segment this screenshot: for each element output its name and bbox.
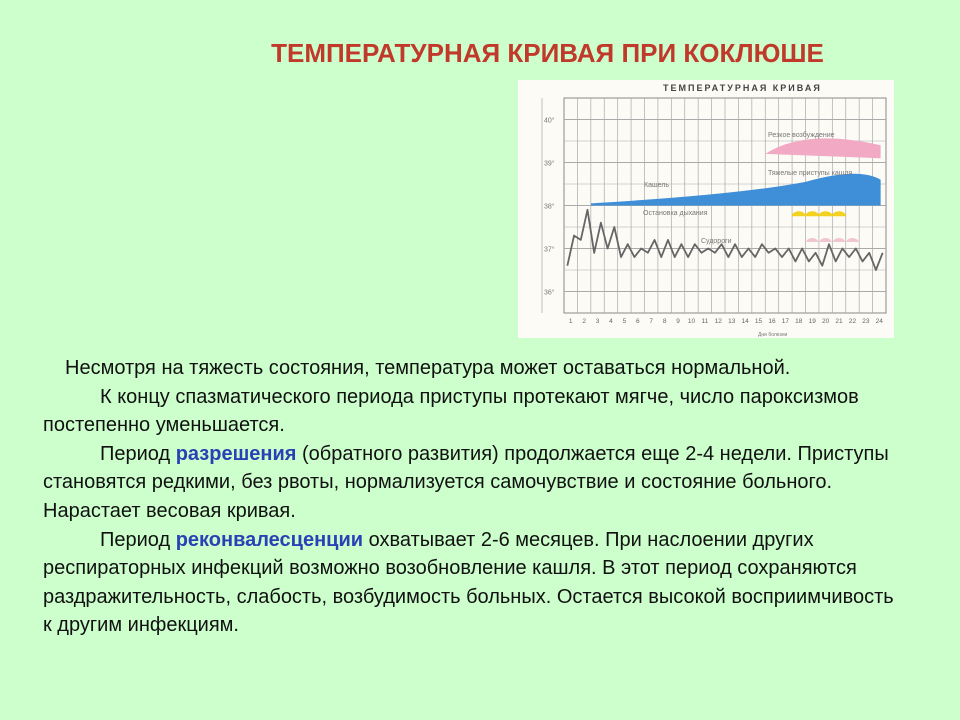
x-tick-label: 22 xyxy=(848,318,857,325)
x-tick-label: 21 xyxy=(835,318,843,325)
paragraph-2: К концу спазматического периода приступы протекают мягче, число пароксизмов постепенно уменьшается. xyxy=(43,385,859,437)
x-tick-label: 14 xyxy=(741,318,749,325)
paragraph-4-rest: охватывает 2-6 месяцев. При наслоении других респираторных инфекций возможно возобновление кашля. В этот период сохраняются раздражительность, слабость, возбудимость больных. Остается высокой восприимчивость к другим инфекциям. xyxy=(43,528,894,637)
x-tick-label: 15 xyxy=(754,318,763,325)
x-tick-label: 4 xyxy=(609,318,613,325)
x-tick-label: 12 xyxy=(714,318,722,325)
x-tick-label: 3 xyxy=(595,318,600,325)
apnea-mark xyxy=(832,211,846,216)
y-tick-label: 40° xyxy=(544,117,555,125)
highlight-convalescence: реконвалесценции xyxy=(175,528,364,551)
apnea-mark xyxy=(792,211,806,216)
y-tick-label: 36° xyxy=(544,289,555,297)
x-tick-label: 5 xyxy=(622,318,627,325)
seizure-mark xyxy=(846,238,858,242)
x-tick-label: 2 xyxy=(582,318,586,325)
seizure-mark xyxy=(820,238,832,242)
x-tick-label: 9 xyxy=(676,318,680,325)
x-tick-label: 8 xyxy=(662,318,667,325)
y-tick-label: 38° xyxy=(544,203,555,211)
excitation-band xyxy=(765,138,880,158)
label-excitation: Резкое возбуждение xyxy=(768,132,835,139)
y-tick-label: 39° xyxy=(544,160,555,168)
paragraph-1: Несмотря на тяжесть состояния, температура может оставаться нормальной. xyxy=(65,357,791,379)
temperature-chart xyxy=(518,80,894,338)
label-seizures: Судороги xyxy=(701,238,732,245)
x-tick-label: 1 xyxy=(568,318,573,325)
seizure-mark xyxy=(806,238,818,242)
y-tick-label: 37° xyxy=(544,246,555,254)
temperature-chart-figure xyxy=(518,80,894,338)
paragraph-3-start: Период xyxy=(100,442,176,465)
seizure-mark xyxy=(833,238,845,242)
paragraph-4 xyxy=(43,526,903,640)
label-attacks: Тяжелые приступы кашля xyxy=(768,170,853,177)
x-tick-label: 7 xyxy=(649,318,654,325)
x-tick-label: 11 xyxy=(701,318,709,325)
highlight-resolution: разрешения xyxy=(175,442,297,465)
x-tick-label: 10 xyxy=(687,318,696,325)
x-tick-label: 23 xyxy=(862,318,870,325)
paragraph-3 xyxy=(43,440,903,526)
x-tick-label: 6 xyxy=(635,318,640,325)
x-tick-label: 19 xyxy=(808,318,816,325)
label-apnea: Остановка дыхания xyxy=(643,210,708,217)
x-tick-label: 20 xyxy=(822,318,830,325)
x-tick-label: 17 xyxy=(781,318,789,325)
x-tick-labels xyxy=(569,318,883,325)
x-tick-label: 18 xyxy=(795,318,803,325)
y-tick-labels xyxy=(544,117,555,297)
slide-title: ТЕМПЕРАТУРНАЯ КРИВАЯ ПРИ КОКЛЮШЕ xyxy=(271,38,824,68)
cough-band xyxy=(591,174,881,206)
chart-title: ТЕМПЕРАТУРНАЯ КРИВАЯ xyxy=(663,83,822,93)
paragraph-3-rest: (обратного развития) продолжается еще 2-4 недели. Приступы становятся редкими, без рвоты, нормализуется самочувствие и состояние больного. Нарастает весовая кривая. xyxy=(43,442,889,522)
body-text xyxy=(43,354,903,640)
x-axis-caption: Дни болезни xyxy=(758,332,788,338)
x-tick-label: 13 xyxy=(728,318,736,325)
apnea-mark xyxy=(819,211,833,216)
apnea-mark xyxy=(805,211,819,216)
label-cough: Кашель xyxy=(644,182,669,189)
paragraph-4-start: Период xyxy=(100,528,176,551)
chart-bands xyxy=(591,138,881,242)
x-tick-label: 16 xyxy=(768,318,776,325)
x-tick-label: 24 xyxy=(875,318,883,325)
